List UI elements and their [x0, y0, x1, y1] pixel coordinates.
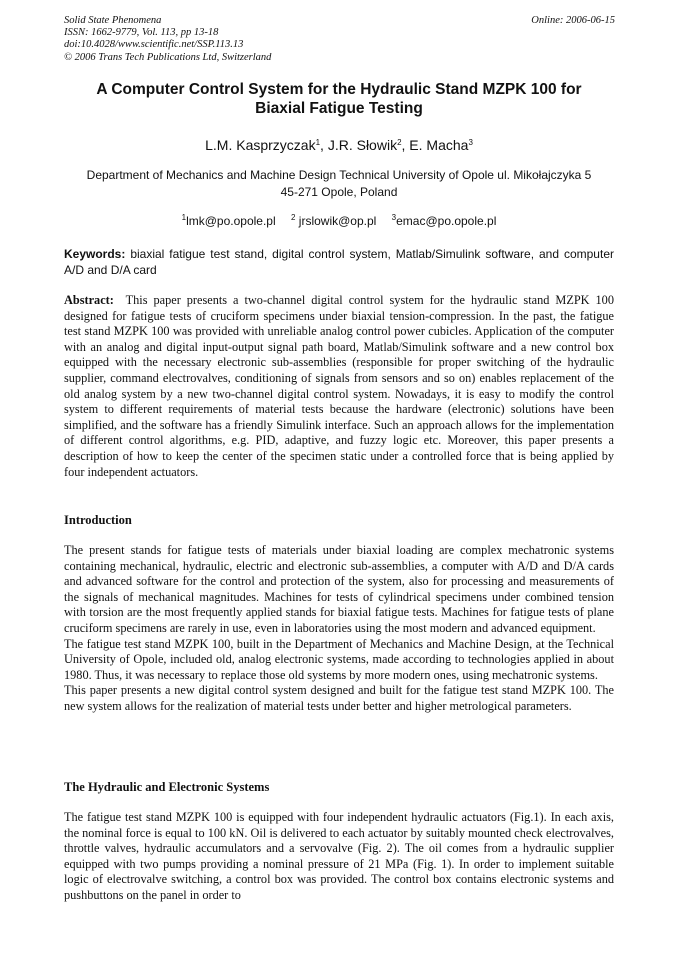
- paper-title: [64, 80, 614, 118]
- keywords-label: Keywords:: [64, 247, 126, 261]
- abstract-text: This paper presents a two-channel digital control system for the hydraulic stand MZPK 100 designed for fatigue tests of cruciform specimens under biaxial tension-compression. In the past, the fatigue test stand MZPK 100 was provided with unreliable analog control power cubicles. Application of the computer with an analog and digital input-output signal path board, Matlab/Simulink software and a new control box equipped with the necessary electronic sub-assemblies (responsible for proper switching of the hydraulic supplier, command electrovalves, conditioning of signals from sensors and so on) enables replacement of the old analog system by a new two-channel digital control system. Nowadays, it is easy to modify the control system to different requirements of material tests because the hardware (electronic) solutions have been simplified, and the software has a friendly Simulink interface. Such an approach allows for the implementation of different control algorithms, e.g. PID, adaptive, and fuzzy logic etc. Moreover, this paper presents a description of how to keep the center of the specimen static under a controlled force that is being applied by four independent actuators.: [64, 293, 614, 479]
- paragraph: The fatigue test stand MZPK 100 is equipped with four independent hydraulic actuators (Fig.1). In each axis, the nominal force is equal to 100 kN. Oil is delivered to each actuator by suitably mounted check electrovalves, throttle valves, hydraulic accumulators and a servovalve (Fig. 2). The oil comes from a hydraulic supplier equipped with two pumps providing a nominal pressure of 21 MPa (Fig. 1). In order to implement suitable logic of electrovalve switching, a control box was provided. The control box contains electronic systems and pushbuttons on the panel in order to: [64, 810, 614, 902]
- affiliation: [64, 167, 614, 201]
- email-address[interactable]: jrslowik@op.pl: [298, 214, 377, 228]
- author-affil-mark: 2: [397, 138, 402, 147]
- journal-header: [64, 15, 271, 64]
- email-mark: 2: [290, 213, 296, 222]
- author-affil-mark: 1: [315, 138, 321, 147]
- author-list: L.M. Kasprzyczak$^1$, J.R. Słowik$^2$, E. Macha$^3$: [205, 137, 473, 153]
- email-address[interactable]: lmk@po.opole.pl: [186, 214, 276, 228]
- section-heading-hydraulic: The Hydraulic and Electronic Systems: [64, 780, 270, 794]
- email-list: [64, 213, 614, 229]
- paragraph: The present stands for fatigue tests of materials under biaxial loading are complex mechatronic systems containing mechanical, hydraulic, electric and electronic sub-assemblies, a computer with A/D and D/A cards and advanced software for the control and protection of the system, also for processing and measurements of the signals of mechanical magnitudes. Machines for tests of cylindrical specimens under combined tension with torsion are the most frequently applied stands for biaxial fatigue tests. Machines for fatigue tests of plane cruciform specimens are rarely in use, even in laboratories using the most modern and advanced equipment.: [64, 543, 614, 635]
- email-address[interactable]: emac@po.opole.pl: [396, 214, 497, 228]
- abstract-label: Abstract:: [64, 293, 114, 307]
- issn-line: ISSN: 1662-9779, Vol. 113, pp 13-18: [64, 27, 219, 39]
- paragraph: The fatigue test stand MZPK 100, built in the Department of Mechanics and Machine Design, at the Technical University of Opole, included old, analog electronic systems, made according to technologies applied in about 1980. Thus, it was necessary to replace those old systems by more modern ones, using mechatronic systems.: [64, 636, 614, 682]
- author-name: L.M. Kasprzyczak: [205, 137, 316, 153]
- journal-name: Solid State Phenomena: [64, 15, 162, 26]
- paragraph: This paper presents a new digital control system designed and built for the fatigue test stand MZPK 100. The new system allows for the realization of material tests under better and higher metrological parameters.: [64, 683, 614, 713]
- title-line-2: Biaxial Fatigue Testing: [255, 100, 423, 117]
- hydraulic-body: [64, 810, 614, 904]
- online-date: Online: 2006-06-15: [531, 15, 615, 26]
- title-line-1: A Computer Control System for the Hydraulic Stand MZPK 100 for: [96, 81, 582, 98]
- affiliation-line-2: 45-271 Opole, Poland: [280, 185, 398, 199]
- author-name: J.R. Słowik: [327, 137, 398, 153]
- keywords-text: biaxial fatigue test stand, digital control system, Matlab/Simulink software, and computer A/D and D/A card: [64, 247, 614, 277]
- introduction-body: [64, 543, 614, 715]
- abstract: [64, 293, 614, 480]
- keywords: [64, 247, 614, 278]
- author-name: E. Macha: [409, 137, 469, 153]
- affiliation-line-1: Department of Mechanics and Machine Design Technical University of Opole ul. Mikołajczyka 5: [86, 168, 592, 182]
- section-heading-introduction: Introduction: [64, 513, 132, 527]
- email-mark: 1: [181, 213, 187, 222]
- author-affil-mark: 3: [468, 138, 473, 147]
- doi-line[interactable]: doi:10.4028/www.scientific.net/SSP.113.13: [64, 39, 244, 51]
- copyright-line: © 2006 Trans Tech Publications Ltd, Switzerland: [64, 51, 272, 63]
- email-mark: 3: [391, 213, 397, 222]
